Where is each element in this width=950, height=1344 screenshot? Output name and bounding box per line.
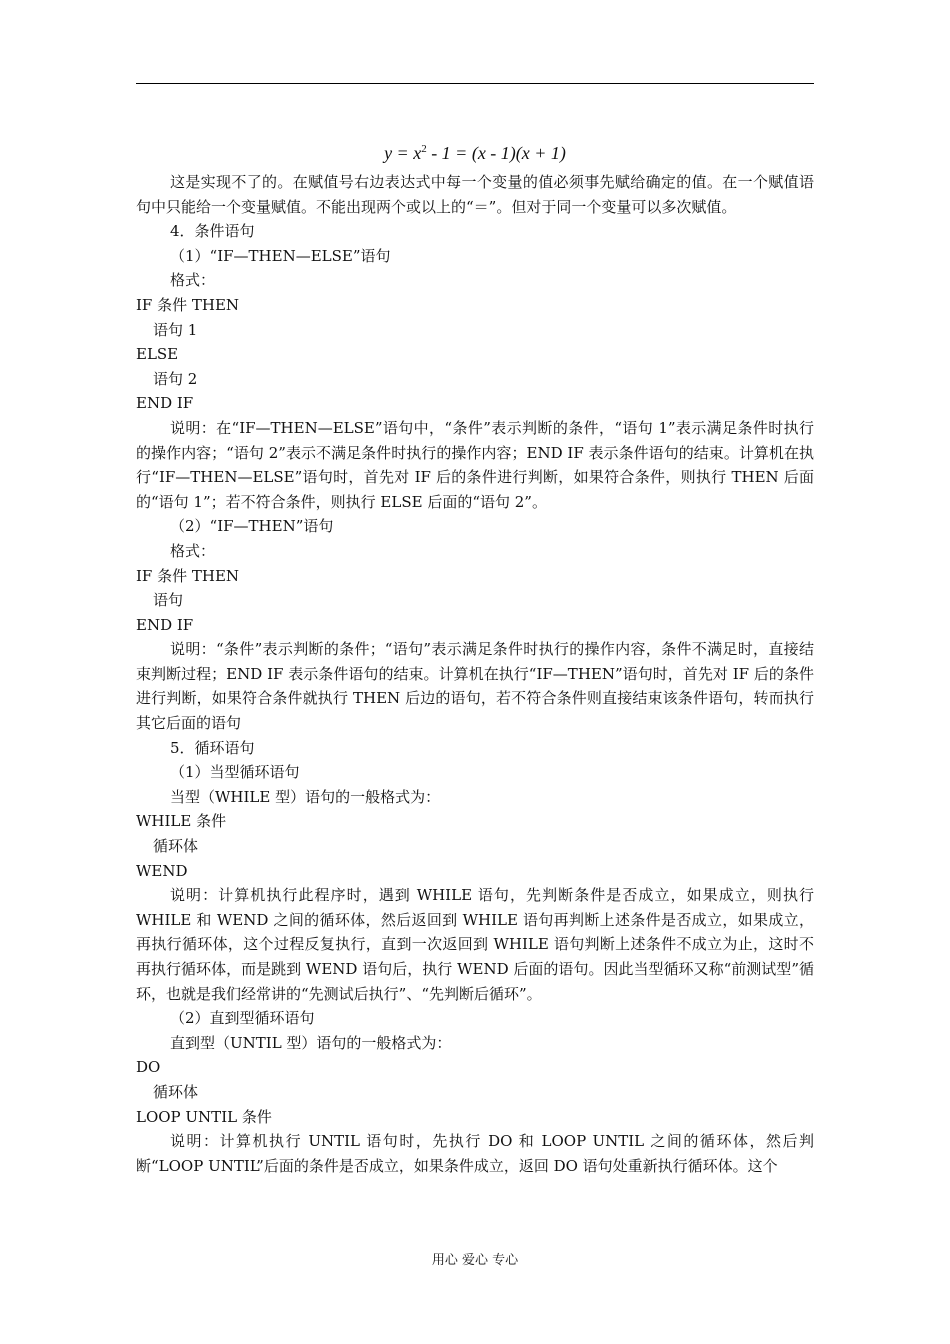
- code-line-indented: 语句: [153, 591, 184, 610]
- code-line: END IF: [136, 615, 194, 634]
- heading-line: 当型（WHILE 型）语句的一般格式为：: [170, 787, 441, 806]
- code-line-indented: 语句 1: [153, 320, 198, 339]
- heading-line: （2）直到型循环语句: [170, 1009, 315, 1028]
- heading-line: （2）“IF—THEN”语句: [170, 517, 334, 536]
- code-line: ELSE: [136, 345, 179, 364]
- code-line-indented: 循环体: [153, 837, 199, 856]
- heading-line: 5．循环语句: [170, 738, 255, 757]
- paragraph: 说明：计算机执行此程序时，遇到 WHILE 语句，先判断条件是否成立，如果成立，则执行 WHILE 和 WEND 之间的循环体，然后返回到 WHILE 语句再判断上述条件是否成立，如果成立，再执行循环体，这个过程反复执行，直到一次返回到 WHILE 语句判断上述条件不成立为止，这时不再执行循环体，而是跳到 WEND 语句后，执行 WEND 后面的语句。因此当型循环又称“前测试型”循环，也就是我们经常讲的“先测试后执行”、“先判断后循环”。: [136, 886, 814, 1003]
- code-line-indented: 语句 2: [153, 369, 198, 388]
- paragraph: 说明：计算机执行 UNTIL 语句时，先执行 DO 和 LOOP UNTIL 之间的循环体，然后判断“LOOP UNTIL”后面的条件是否成立，如果条件成立，返回 DO 语句处重新执行循环体。这个: [136, 1132, 814, 1175]
- heading-line: 格式：: [170, 541, 216, 560]
- heading-line: 格式：: [170, 271, 216, 290]
- paragraph: 这是实现不了的。在赋值号右边表达式中每一个变量的值必须事先赋给确定的值。在一个赋值语句中只能给一个变量赋值。不能出现两个或以上的“＝”。但对于同一个变量可以多次赋值。: [136, 173, 814, 216]
- code-line: IF 条件 THEN: [136, 566, 240, 585]
- page-footer: 用心 爱心 专心: [431, 1253, 519, 1268]
- paragraph: 说明：在“IF—THEN—ELSE”语句中，“条件”表示判断的条件，“语句 1”表示满足条件时执行的操作内容；“语句 2”表示不满足条件时执行的操作内容；END IF 表示条件语句的结束。计算机在执行“IF—THEN—ELSE”语句时，首先对 IF 后的条件进行判断，如果符合条件，则执行 THEN 后面的“语句 1”；若不符合条件，则执行 ELSE 后面的“语句 2”。: [136, 418, 814, 511]
- code-line: END IF: [136, 394, 194, 413]
- formula: [136, 132, 814, 166]
- code-line: IF 条件 THEN: [136, 295, 240, 314]
- formula-text: $y = x^2 - 1 = (x - 1)(x + 1)$: [384, 143, 566, 163]
- heading-line: （1）“IF—THEN—ELSE”语句: [170, 246, 391, 265]
- code-line: WHILE 条件: [136, 812, 227, 831]
- page-content: [136, 132, 814, 1178]
- heading-line: （1）当型循环语句: [170, 763, 300, 782]
- code-line-indented: 循环体: [153, 1082, 199, 1101]
- paragraph: 说明：“条件”表示判断的条件；“语句”表示满足条件时执行的操作内容，条件不满足时，直接结束判断过程；END IF 表示条件语句的结束。计算机在执行“IF—THEN”语句时，首先对 IF 后的条件进行判断，如果符合条件就执行 THEN 后边的语句，若不符合条件则直接结束该条件语句，转而执行其它后面的语句: [136, 640, 814, 733]
- body-text: [136, 170, 814, 1178]
- header-rule: [136, 83, 814, 84]
- heading-line: 4．条件语句: [170, 222, 255, 241]
- heading-line: 直到型（UNTIL 型）语句的一般格式为：: [170, 1033, 452, 1052]
- code-line: DO: [136, 1058, 161, 1077]
- code-line: LOOP UNTIL 条件: [136, 1107, 272, 1126]
- code-line: WEND: [136, 861, 188, 880]
